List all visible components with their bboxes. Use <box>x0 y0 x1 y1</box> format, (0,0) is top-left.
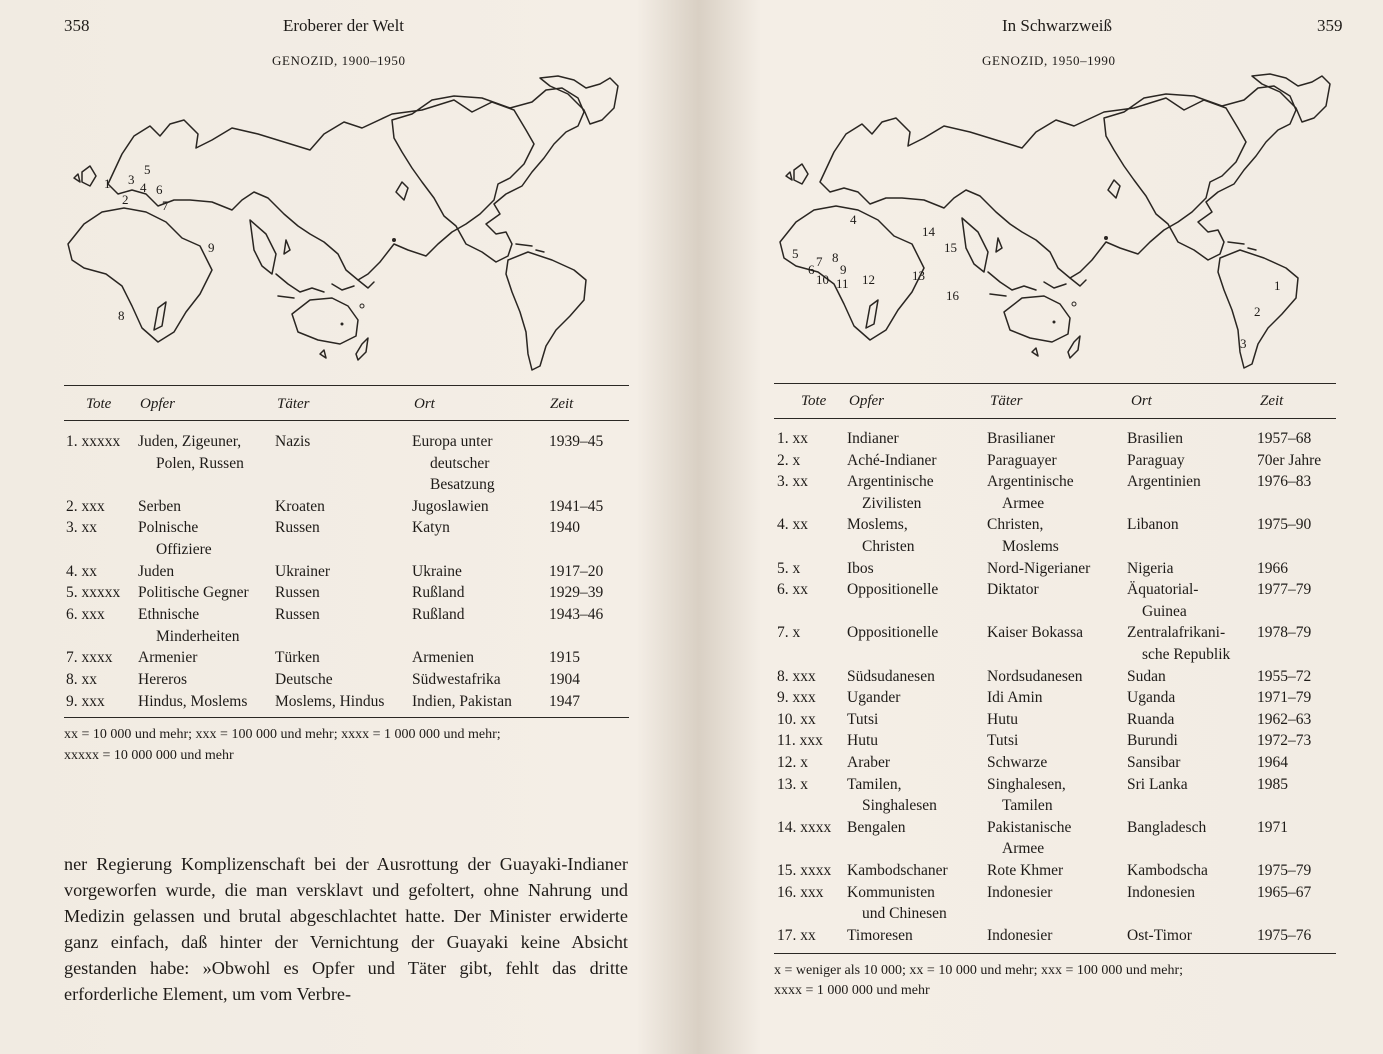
cell-ort: Sudan <box>1127 667 1166 685</box>
cell-taeter: Diktator <box>987 581 1039 599</box>
cell-zeit: 70er Jahre <box>1257 451 1322 469</box>
cell-tote: 8. xxx <box>777 667 816 685</box>
cell-opfer: Zivilisten <box>862 494 922 512</box>
cell-ort: Uganda <box>1127 689 1176 707</box>
cell-taeter: Russen <box>275 606 320 623</box>
cell-ort: Nigeria <box>1127 559 1174 577</box>
cell-ort: sche Republik <box>1142 646 1231 663</box>
map-label-7: 7 <box>816 254 823 269</box>
map-label-9: 9 <box>208 240 215 255</box>
cell-opfer: Argentinische <box>847 473 934 491</box>
cell-opfer: Araber <box>847 754 891 771</box>
right-page <box>690 0 1383 1054</box>
cell-taeter: Kaiser Bokassa <box>987 624 1083 642</box>
map-label-13: 13 <box>912 268 925 283</box>
cell-tote: 4. xx <box>777 516 808 534</box>
world-map <box>62 74 632 374</box>
cell-taeter: Brasilianer <box>987 430 1056 447</box>
cell-zeit: 1941–45 <box>549 497 604 515</box>
cell-ort: Rußland <box>412 584 465 602</box>
cell-taeter: Idi Amin <box>987 689 1043 707</box>
table-bottom-rule <box>774 953 1336 954</box>
cell-zeit: 1962–63 <box>1257 710 1312 728</box>
cell-opfer: Minderheiten <box>156 627 240 645</box>
cell-tote: 9. xxx <box>777 689 816 707</box>
cell-zeit: 1915 <box>549 649 580 667</box>
footnote-line-2: xxxxx = 10 000 000 und mehr <box>64 748 234 763</box>
cell-taeter: Moslems <box>1002 538 1059 555</box>
cell-ort: Ukraine <box>412 562 462 580</box>
cell-opfer: Ibos <box>847 559 874 577</box>
table-top-rule <box>64 385 629 386</box>
map-label-10: 10 <box>816 272 829 287</box>
cell-tote: 16. xxx <box>777 883 824 901</box>
table-bottom-rule <box>64 717 629 718</box>
col-header-tote: Tote <box>86 396 112 412</box>
cell-zeit: 1976–83 <box>1257 473 1312 491</box>
cell-zeit: 1971–79 <box>1257 689 1312 707</box>
cell-taeter: Christen, <box>987 516 1044 534</box>
cell-ort: Burundi <box>1127 732 1178 750</box>
map-label-3: 3 <box>1240 336 1247 351</box>
cell-taeter: Deutsche <box>275 670 333 688</box>
cell-opfer: Politische Gegner <box>138 584 249 602</box>
cell-zeit: 1964 <box>1257 754 1288 771</box>
body-paragraph: ner Regierung Komplizenschaft bei der Ausrottung der Guayaki-Indianer vorgeworfen wurde, die man versklavt und gefoltert, ohne Nahrung und Medizin gelassen und brutal abgeschlachtet hatte. Der Minister erwiderte ganz einfach, daß hinter der Vernichtung der Guayaki keine Absicht gestanden habe: »Obwohl es Opfer und Täter gibt, fehlt das dritte erforderliche Element, um vom Verbre- <box>64 854 628 1004</box>
cell-opfer: Aché-Indianer <box>847 451 937 469</box>
cell-tote: 14. xxxx <box>777 818 832 836</box>
map-label-3: 3 <box>128 172 135 187</box>
col-header-opfer: Opfer <box>140 396 175 412</box>
body-text <box>64 852 628 1007</box>
header-rule <box>64 420 629 421</box>
cell-zeit: 1904 <box>549 670 580 688</box>
cell-taeter: Nazis <box>275 433 311 450</box>
map-label-2: 2 <box>1254 304 1261 319</box>
cell-taeter: Indonesier <box>987 926 1053 944</box>
cell-tote: 2. xxx <box>66 497 105 515</box>
cell-opfer: Oppositionelle <box>847 581 939 599</box>
cell-opfer: Indianer <box>847 430 899 447</box>
cell-taeter: Argentinische <box>987 473 1074 491</box>
cell-ort: Brasilien <box>1127 430 1183 447</box>
cell-opfer: Tamilen, <box>847 775 902 793</box>
running-head: Eroberer der Welt <box>283 16 405 35</box>
cell-ort: Libanon <box>1127 516 1179 534</box>
cell-taeter: Tamilen <box>1002 797 1053 815</box>
cell-tote: 2. x <box>777 451 801 469</box>
cell-tote: 5. xxxxx <box>66 584 121 602</box>
map-label-2: 2 <box>122 192 129 207</box>
col-header-taeter: Täter <box>990 393 1023 409</box>
map-label-7: 7 <box>162 198 169 213</box>
running-head: In Schwarzweiß <box>1002 16 1112 35</box>
cell-taeter: Armee <box>1002 840 1045 858</box>
cell-taeter: Moslems, Hindus <box>275 692 385 710</box>
cell-tote: 6. xx <box>777 581 808 599</box>
cell-tote: 9. xxx <box>66 692 105 710</box>
cell-opfer: Timoresen <box>847 926 913 944</box>
cell-ort: Bangladesch <box>1127 818 1207 836</box>
map-label-16: 16 <box>946 288 959 303</box>
map-label-11: 11 <box>836 276 849 291</box>
cell-opfer: und Chinesen <box>862 905 947 923</box>
cell-opfer: Offiziere <box>156 540 212 558</box>
cell-taeter: Paraguayer <box>987 451 1057 469</box>
col-header-opfer: Opfer <box>849 393 884 409</box>
cell-opfer: Serben <box>138 497 182 515</box>
cell-opfer: Armenier <box>138 649 198 667</box>
cell-tote: 1. xxxxx <box>66 433 121 450</box>
cell-tote: 7. xxxx <box>66 649 113 667</box>
cell-taeter: Tutsi <box>987 732 1019 750</box>
cell-ort: Jugoslawien <box>412 497 489 515</box>
cell-ort: Zentralafrikani- <box>1127 624 1226 642</box>
map-label-4: 4 <box>140 180 147 195</box>
cell-taeter: Ukrainer <box>275 562 331 580</box>
cell-opfer: Singhalesen <box>862 797 937 815</box>
col-header-ort: Ort <box>1131 393 1152 409</box>
cell-zeit: 1985 <box>1257 775 1288 793</box>
cell-opfer: Oppositionelle <box>847 624 939 642</box>
cell-ort: Sri Lanka <box>1127 775 1188 793</box>
header-rule <box>774 418 1336 419</box>
map-label-14: 14 <box>922 224 935 239</box>
cell-opfer: Ethnische <box>138 606 200 623</box>
cell-taeter: Russen <box>275 519 320 537</box>
map-label-15: 15 <box>944 240 957 255</box>
cell-taeter: Armee <box>1002 494 1045 512</box>
cell-opfer: Polen, Russen <box>156 454 244 472</box>
cell-opfer: Ugander <box>847 689 901 707</box>
cell-taeter: Nordsudanesen <box>987 667 1083 685</box>
cell-opfer: Polnische <box>138 519 199 537</box>
footnote-line-2: xxxx = 1 000 000 und mehr <box>774 983 930 998</box>
cell-opfer: Bengalen <box>847 818 906 836</box>
map-label-4: 4 <box>850 212 857 227</box>
cell-opfer: Juden <box>138 562 175 580</box>
cell-tote: 15. xxxx <box>777 862 832 879</box>
footnote-line-1: x = weniger als 10 000; xx = 10 000 und mehr; xxx = 100 000 und mehr; <box>774 963 1184 978</box>
cell-zeit: 1957–68 <box>1257 430 1312 447</box>
cell-tote: 1. xx <box>777 430 808 447</box>
cell-ort: Guinea <box>1142 602 1187 620</box>
map-label-5: 5 <box>792 246 799 261</box>
page-number: 358 <box>64 16 90 35</box>
cell-ort: Sansibar <box>1127 754 1181 771</box>
map-title: GENOZID, 1950–1990 <box>982 53 1116 68</box>
col-header-zeit: Zeit <box>1260 393 1284 409</box>
cell-tote: 3. xx <box>66 519 97 537</box>
cell-zeit: 1966 <box>1257 559 1288 577</box>
cell-zeit: 1975–79 <box>1257 862 1312 879</box>
cell-tote: 10. xx <box>777 710 816 728</box>
cell-taeter: Pakistanische <box>987 818 1072 836</box>
cell-zeit: 1978–79 <box>1257 624 1312 642</box>
cell-taeter: Kroaten <box>275 497 325 515</box>
col-header-tote: Tote <box>801 393 827 409</box>
cell-taeter: Türken <box>275 649 320 667</box>
cell-zeit: 1975–76 <box>1257 926 1312 944</box>
cell-opfer: Moslems, <box>847 516 908 534</box>
cell-ort: Europa unter <box>412 433 493 450</box>
cell-ort: Besatzung <box>430 476 495 493</box>
cell-opfer: Hereros <box>138 670 188 688</box>
cell-zeit: 1965–67 <box>1257 883 1312 901</box>
col-header-ort: Ort <box>414 396 435 412</box>
map-label-1: 1 <box>104 176 111 191</box>
cell-tote: 4. xx <box>66 562 97 580</box>
cell-taeter: Indonesier <box>987 883 1053 901</box>
map-title: GENOZID, 1900–1950 <box>272 53 406 68</box>
cell-tote: 11. xxx <box>777 732 823 750</box>
cell-zeit: 1972–73 <box>1257 732 1312 750</box>
cell-taeter: Hutu <box>987 710 1018 728</box>
cell-zeit: 1917–20 <box>549 562 604 580</box>
cell-zeit: 1939–45 <box>549 433 604 450</box>
map-label-5: 5 <box>144 162 151 177</box>
cell-ort: deutscher <box>430 454 490 472</box>
cell-taeter: Schwarze <box>987 754 1048 771</box>
map-label-6: 6 <box>156 182 163 197</box>
cell-tote: 7. x <box>777 624 801 642</box>
cell-zeit: 1940 <box>549 519 580 537</box>
cell-taeter: Nord-Nigerianer <box>987 559 1091 577</box>
cell-ort: Ost-Timor <box>1127 926 1192 944</box>
cell-opfer: Tutsi <box>847 710 879 728</box>
cell-opfer: Kambodschaner <box>847 862 948 879</box>
cell-tote: 6. xxx <box>66 606 105 623</box>
cell-zeit: 1947 <box>549 692 580 710</box>
cell-tote: 12. x <box>777 754 808 771</box>
map-label-8: 8 <box>118 308 125 323</box>
cell-ort: Paraguay <box>1127 451 1185 469</box>
cell-ort: Südwestafrika <box>412 670 501 688</box>
cell-ort: Indonesien <box>1127 883 1196 901</box>
cell-ort: Armenien <box>412 649 474 667</box>
cell-taeter: Russen <box>275 584 320 602</box>
map-label-1: 1 <box>1274 278 1281 293</box>
cell-ort: Kambodscha <box>1127 862 1208 879</box>
col-header-taeter: Täter <box>277 396 310 412</box>
cell-zeit: 1943–46 <box>549 606 604 623</box>
cell-zeit: 1975–90 <box>1257 516 1312 534</box>
map-label-12: 12 <box>862 272 875 287</box>
cell-zeit: 1929–39 <box>549 584 604 602</box>
cell-opfer: Kommunisten <box>847 883 935 901</box>
cell-zeit: 1971 <box>1257 818 1288 836</box>
cell-taeter: Singhalesen, <box>987 775 1066 793</box>
map-label-6: 6 <box>808 262 815 277</box>
cell-tote: 17. xx <box>777 926 816 944</box>
cell-opfer: Christen <box>862 538 915 555</box>
world-map <box>774 72 1340 372</box>
cell-taeter: Rote Khmer <box>987 862 1064 879</box>
cell-zeit: 1977–79 <box>1257 581 1312 599</box>
cell-ort: Äquatorial- <box>1127 581 1199 599</box>
map-label-8: 8 <box>832 250 839 265</box>
cell-ort: Argentinien <box>1127 473 1201 491</box>
table-top-rule <box>774 383 1336 384</box>
cell-opfer: Hindus, Moslems <box>138 692 248 710</box>
footnote-line-1: xx = 10 000 und mehr; xxx = 100 000 und mehr; xxxx = 1 000 000 und mehr; <box>64 727 501 742</box>
map-label-9: 9 <box>840 262 847 277</box>
cell-tote: 8. xx <box>66 670 97 688</box>
cell-ort: Katyn <box>412 519 450 537</box>
cell-tote: 13. x <box>777 775 808 793</box>
cell-ort: Ruanda <box>1127 710 1175 728</box>
cell-zeit: 1955–72 <box>1257 667 1312 685</box>
left-page <box>0 0 690 1054</box>
cell-tote: 5. x <box>777 559 801 577</box>
cell-opfer: Südsudanesen <box>847 667 935 685</box>
col-header-zeit: Zeit <box>550 396 574 412</box>
cell-ort: Indien, Pakistan <box>412 692 512 710</box>
cell-tote: 3. xx <box>777 473 808 491</box>
cell-opfer: Hutu <box>847 732 878 750</box>
cell-opfer: Juden, Zigeuner, <box>138 433 242 450</box>
page-number: 359 <box>1317 16 1343 35</box>
cell-ort: Rußland <box>412 606 465 623</box>
